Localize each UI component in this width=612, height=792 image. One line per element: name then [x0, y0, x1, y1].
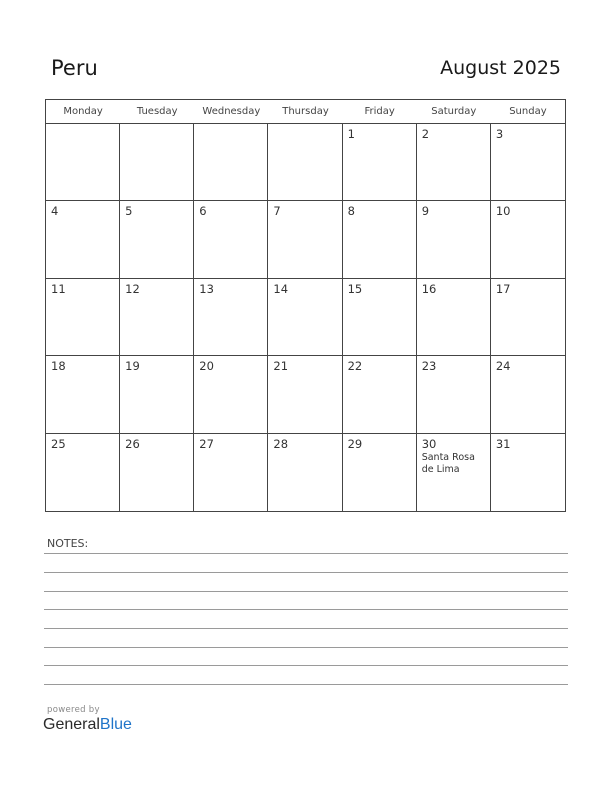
day-number: 20 [199, 359, 214, 374]
note-line [44, 591, 568, 592]
day-cell[interactable] [46, 434, 120, 511]
generalblue-logo[interactable] [43, 716, 132, 734]
day-cell[interactable] [343, 201, 417, 278]
day-number: 13 [199, 281, 214, 296]
day-number: 21 [273, 359, 289, 374]
day-cell[interactable] [417, 356, 491, 433]
day-number: 9 [421, 204, 430, 219]
note-line [44, 553, 568, 554]
day-number: 16 [421, 281, 437, 296]
day-cell[interactable] [417, 201, 491, 278]
day-cell[interactable] [120, 356, 194, 433]
country-title: Peru [51, 56, 98, 80]
day-number: 10 [495, 204, 511, 219]
month-year-title: August 2025 [440, 57, 561, 79]
day-cell[interactable] [120, 434, 194, 511]
day-number: 29 [347, 436, 363, 451]
day-number: 8 [347, 204, 355, 219]
weekday-thursday: Thursday [282, 106, 329, 117]
day-cell[interactable] [491, 434, 565, 511]
day-number: 19 [125, 359, 140, 374]
day-cell[interactable] [417, 124, 491, 201]
day-number: 5 [125, 204, 133, 219]
brand-name-part1: General [43, 716, 100, 733]
day-cell[interactable] [120, 124, 194, 201]
day-cell[interactable] [343, 279, 417, 356]
day-number: 22 [347, 359, 363, 374]
day-cell[interactable] [417, 434, 491, 511]
day-number: 17 [495, 281, 511, 296]
day-number: 26 [125, 436, 140, 451]
note-line [44, 665, 568, 666]
day-cell[interactable] [268, 434, 342, 511]
day-cell[interactable] [268, 124, 342, 201]
weekday-header-row [46, 100, 565, 124]
brand-name-part2: Blue [99, 716, 132, 733]
day-number: 18 [51, 359, 66, 374]
powered-by-text: powered by [47, 705, 100, 715]
day-number: 14 [273, 281, 289, 296]
day-number: 23 [421, 359, 437, 374]
day-grid [46, 124, 565, 511]
day-number: 15 [347, 281, 363, 296]
day-cell[interactable] [268, 279, 342, 356]
day-cell[interactable] [194, 434, 268, 511]
day-cell[interactable] [491, 124, 565, 201]
weekday-friday: Friday [364, 106, 395, 117]
day-number: 7 [273, 204, 281, 219]
note-line [44, 609, 568, 610]
notes-label: NOTES: [47, 537, 89, 550]
day-number: 3 [495, 127, 504, 141]
day-number: 27 [199, 436, 214, 451]
day-cell[interactable] [417, 279, 491, 356]
day-cell[interactable] [120, 201, 194, 278]
day-cell[interactable] [491, 279, 565, 356]
day-cell[interactable] [491, 356, 565, 433]
day-number: 30 [421, 436, 437, 451]
day-number: 24 [495, 359, 511, 374]
day-cell[interactable] [343, 124, 417, 201]
day-number: 25 [51, 436, 66, 451]
weekday-wednesday: Wednesday [202, 106, 261, 117]
day-cell[interactable] [343, 356, 417, 433]
day-cell[interactable] [268, 356, 342, 433]
day-number: 1 [347, 127, 355, 141]
day-number: 28 [273, 436, 289, 451]
day-cell[interactable] [491, 201, 565, 278]
day-number: 31 [495, 436, 511, 451]
day-cell[interactable] [194, 279, 268, 356]
day-cell[interactable] [194, 356, 268, 433]
day-number: 6 [199, 204, 207, 219]
weekday-sunday: Sunday [509, 106, 547, 117]
holiday-label: Santa Rosa de Lima [421, 451, 475, 475]
day-cell[interactable] [194, 201, 268, 278]
day-cell[interactable] [46, 201, 120, 278]
weekday-monday: Monday [63, 106, 103, 117]
day-cell[interactable] [46, 356, 120, 433]
weekday-saturday: Saturday [431, 106, 477, 117]
note-line [44, 572, 568, 573]
note-line [44, 647, 568, 648]
weekday-tuesday: Tuesday [136, 106, 178, 117]
day-number: 2 [421, 127, 430, 141]
day-number: 12 [125, 281, 140, 296]
day-cell[interactable] [46, 124, 120, 201]
note-line [44, 684, 568, 685]
day-cell[interactable] [343, 434, 417, 511]
calendar-grid [45, 99, 566, 512]
day-cell[interactable] [194, 124, 268, 201]
day-number: 4 [51, 204, 59, 219]
note-line [44, 628, 568, 629]
day-cell[interactable] [268, 201, 342, 278]
day-number: 11 [51, 281, 66, 296]
day-cell[interactable] [120, 279, 194, 356]
day-cell[interactable] [46, 279, 120, 356]
